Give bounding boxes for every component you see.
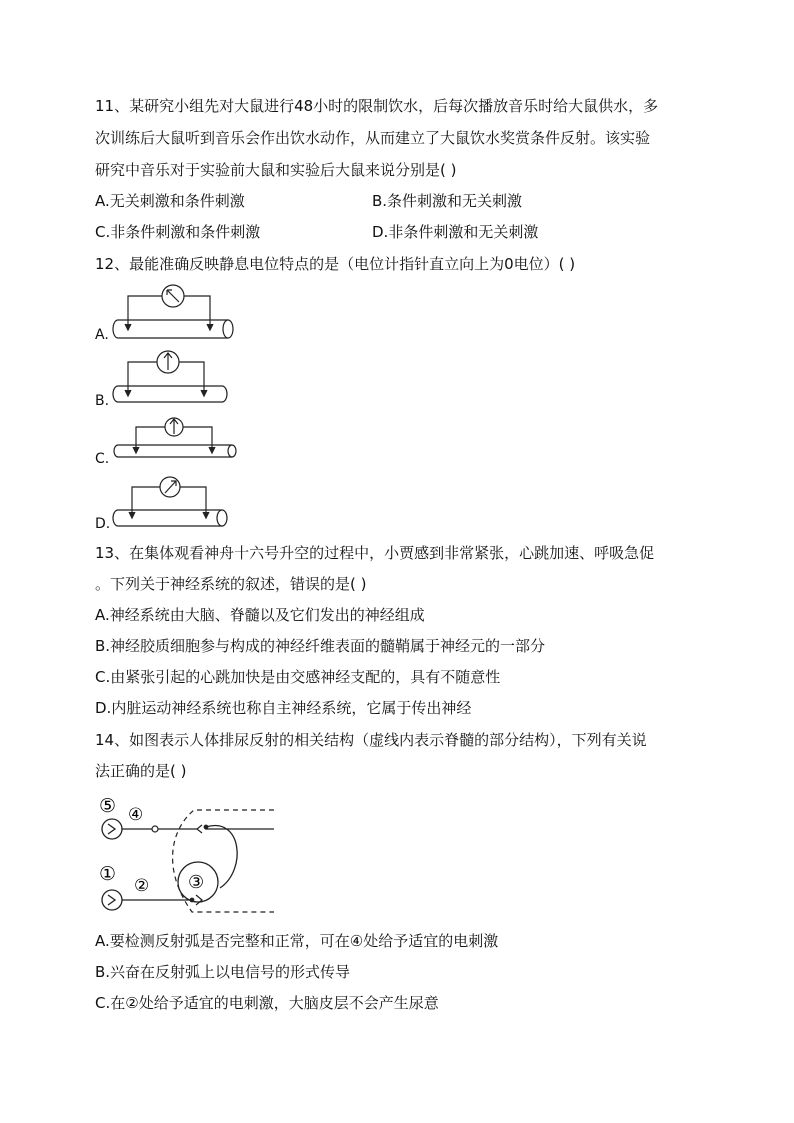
q12-stem: 12、最能准确反映静息电位特点的是（电位计指针直立向上为0电位）( ) [95, 255, 576, 273]
q12-figure-a [108, 282, 238, 342]
q13-stem-line-2: 。下列关于神经系统的叙述，错误的是( ) [95, 575, 367, 593]
q13-stem-line-1: 13、在集体观看神舟十六号升空的过程中，小贾感到非常紧张，心跳加速、呼吸急促 [95, 544, 655, 562]
q13-option-d: D.内脏运动神经系统也称自主神经系统，它属于传出神经 [95, 699, 472, 717]
q11-option-a: A.无关刺激和条件刺激 [95, 192, 245, 210]
q14-label-1: ① [99, 863, 117, 885]
q14-label-3: ③ [188, 872, 205, 893]
q11-stem-line-3: 研究中音乐对于实验前大鼠和实验后大鼠来说分别是( ) [95, 161, 457, 179]
q14-option-b: B.兴奋在反射弧上以电信号的形式传导 [95, 963, 351, 981]
q13-option-b: B.神经胶质细胞参与构成的神经纤维表面的髓鞘属于神经元的一部分 [95, 637, 546, 655]
q11-stem-line-1: 11、某研究小组先对大鼠进行48小时的限制饮水，后每次播放音乐时给大鼠供水，多 [95, 97, 659, 115]
q14-label-5: ⑤ [99, 795, 117, 817]
q14-label-4: ④ [128, 805, 144, 825]
q14-reflex-arc-figure [92, 790, 282, 920]
q14-option-c: C.在②处给予适宜的电刺激，大脑皮层不会产生尿意 [95, 994, 439, 1012]
q12-figure-b [108, 348, 238, 408]
q12-figure-c [108, 414, 243, 464]
q11-stem-line-2: 次训练后大鼠听到音乐会作出饮水动作，从而建立了大鼠饮水奖赏条件反射。该实验 [95, 129, 651, 147]
q11-option-c: C.非条件刺激和条件刺激 [95, 223, 261, 241]
q14-label-2: ② [134, 876, 150, 896]
q14-stem-line-1: 14、如图表示人体排尿反射的相关结构（虚线内表示脊髓的部分结构），下列有关说 [95, 731, 647, 749]
q14-option-a: A.要检测反射弧是否完整和正常，可在④处给予适宜的电刺激 [95, 932, 499, 950]
q12-figure-b-label: B. [95, 393, 110, 409]
q13-option-a: A.神经系统由大脑、脊髓以及它们发出的神经组成 [95, 606, 425, 624]
q12-figure-a-label: A. [95, 327, 109, 343]
q11-option-d: D.非条件刺激和无关刺激 [372, 223, 539, 241]
q12-figure-d-label: D. [95, 516, 111, 532]
q12-figure-d [108, 470, 238, 532]
q13-option-c: C.由紧张引起的心跳加快是由交感神经支配的，具有不随意性 [95, 668, 501, 686]
q11-option-b: B.条件刺激和无关刺激 [372, 192, 523, 210]
q12-figure-c-label: C. [95, 451, 110, 467]
q14-stem-line-2: 法正确的是( ) [95, 762, 187, 780]
